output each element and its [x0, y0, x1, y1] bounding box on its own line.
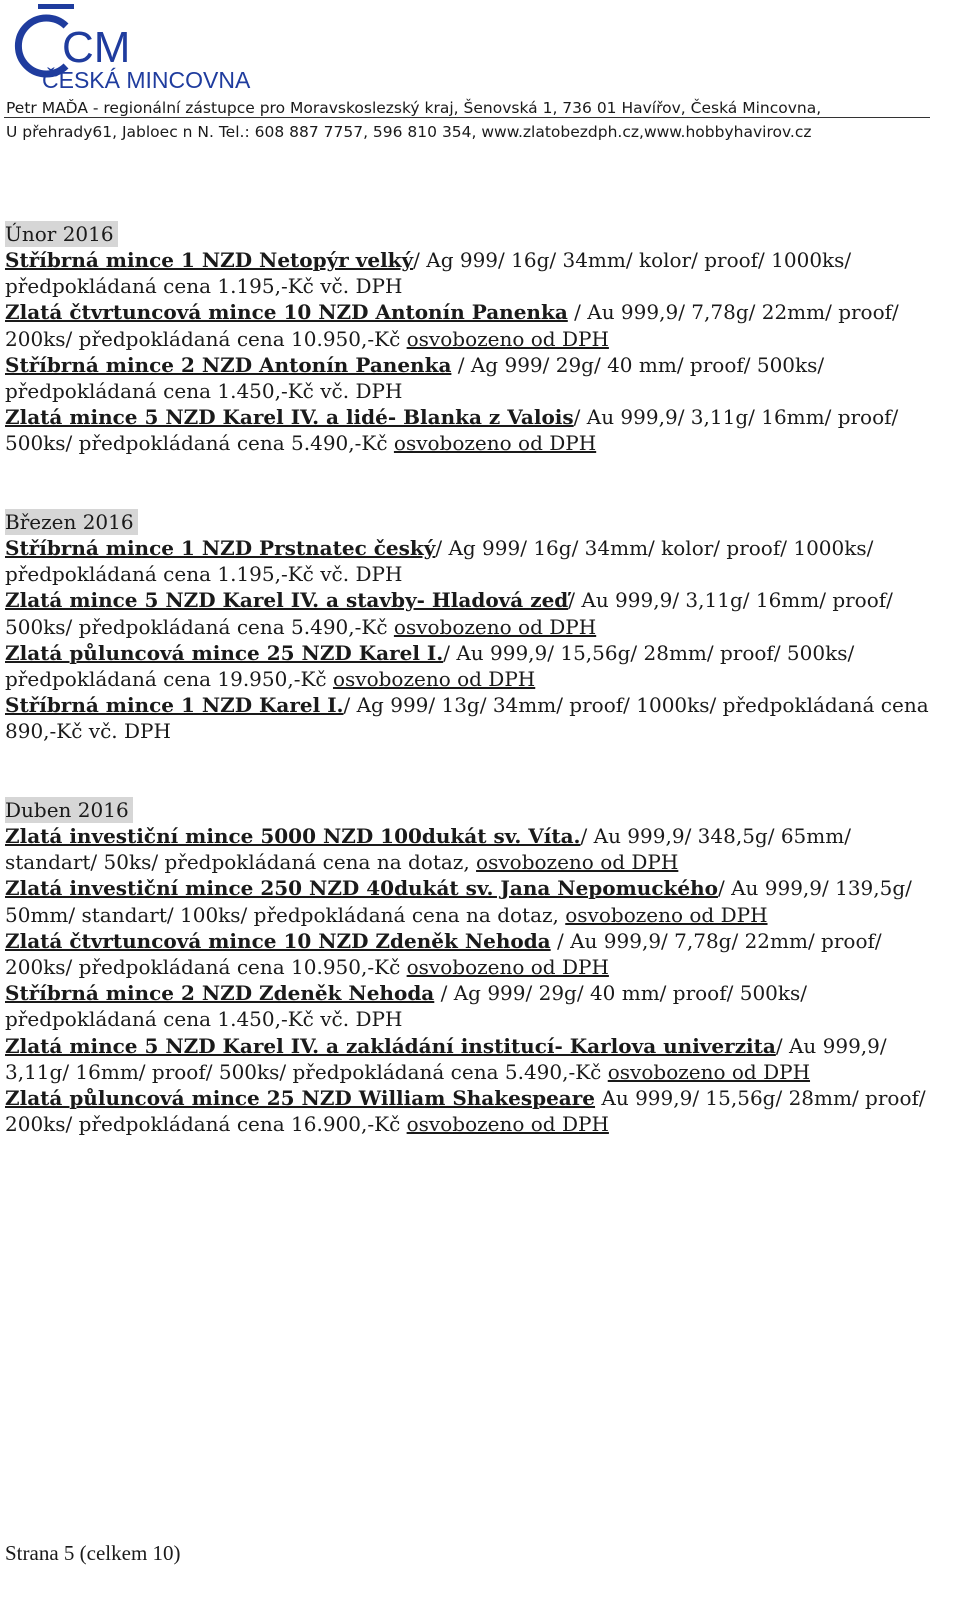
coin-details: / Au 999,9/ 15,56g/ 28mm/ proof/ 500ks/ předpokládaná cena 19.950,-Kč: [5, 640, 855, 692]
month-heading: Duben 2016: [5, 797, 133, 823]
section-brezen-2016: [5, 509, 940, 745]
ceska-mincovna-logo: [4, 2, 294, 94]
coin-entry: [5, 1033, 940, 1085]
tax-note: osvobozeno od DPH: [393, 431, 597, 456]
coin-entry: [5, 587, 940, 639]
tax-note: osvobozeno od DPH: [607, 1059, 811, 1084]
coin-entry: [5, 352, 940, 404]
header-divider: [4, 117, 930, 118]
coin-title: Zlatá mince 5 NZD Karel IV. a lidé- Blanka z Valois: [5, 405, 574, 430]
tax-note: osvobozeno od DPH: [393, 614, 597, 639]
coin-entry: [5, 692, 940, 744]
coin-title: Zlatá čtvrtuncová mince 10 NZD Zdeněk Nehoda: [5, 928, 551, 953]
coin-details: / Au 999,9/ 348,5g/ 65mm/ standart/ 50ks/ předpokládaná cena na dotaz,: [5, 824, 851, 875]
coin-entry: [5, 928, 940, 980]
month-heading: Únor 2016: [5, 221, 118, 247]
tax-note: osvobozeno od DPH: [406, 955, 609, 980]
month-heading: Březen 2016: [5, 509, 138, 535]
coin-title: Stříbrná mince 1 NZD Netopýr velký: [5, 248, 414, 272]
coin-entry: [5, 980, 940, 1032]
tax-note: osvobozeno od DPH: [476, 850, 679, 875]
tax-note: osvobozeno od DPH: [565, 902, 768, 927]
coin-title: Zlatá mince 5 NZD Karel IV. a zakládání institucí- Karlova univerzita: [5, 1033, 776, 1058]
coin-details: / Au 999,9/ 139,5g/ 50mm/ standart/ 100ks/ předpokládaná cena na dotaz,: [5, 876, 912, 927]
coin-details: Au 999,9/ 15,56g/ 28mm/ proof/ 200ks/ předpokládaná cena 16.900,-Kč: [5, 1086, 926, 1137]
coin-title: Zlatá investiční mince 250 NZD 40dukát sv. Jana Nepomuckého: [5, 876, 718, 901]
coin-entry: [5, 1085, 940, 1137]
coin-entry: [5, 823, 940, 875]
logo-text: ČESKÁ MINCOVNA: [42, 67, 251, 93]
coin-title: Zlatá investiční mince 5000 NZD 100dukát sv. Víta.: [5, 824, 581, 848]
contact-line-2: U přehrady61, Jabloec n N. Tel.: 608 887 7757, 596 810 354, www.zlatobezdph.cz,www.hobbyhavirov.cz: [6, 123, 812, 141]
coin-entry: [5, 875, 940, 927]
logo-monogram: CM: [62, 23, 131, 72]
coin-title: Zlatá půluncová mince 25 NZD William Shakespeare: [5, 1086, 596, 1111]
tax-note: osvobozeno od DPH: [406, 1112, 609, 1137]
coin-title: Stříbrná mince 2 NZD Antonín Panenka: [5, 352, 452, 377]
coin-details: / Au 999,9/ 3,11g/ 16mm/ proof/ 500ks/ předpokládaná cena 5.490,-Kč: [5, 1033, 887, 1084]
coin-entry: [5, 535, 940, 587]
coin-title: Zlatá mince 5 NZD Karel IV. a stavby- Hladová zeď: [5, 588, 569, 613]
coin-entry: [5, 404, 940, 456]
coin-details: / Ag 999/ 29g/ 40 mm/ proof/ 500ks/ předpokládaná cena 1.450,-Kč vč. DPH: [5, 981, 808, 1032]
coin-entry: [5, 299, 940, 351]
tax-note: osvobozeno od DPH: [406, 326, 609, 351]
coin-title: Zlatá čtvrtuncová mince 10 NZD Antonín Panenka: [5, 300, 568, 325]
coin-title: Stříbrná mince 2 NZD Zdeněk Nehoda: [5, 981, 435, 1006]
contact-line-1: Petr MAĎA - regionální zástupce pro Moravskoslezský kraj, Šenovská 1, 736 01 Havířov, Česká Mincovna,: [6, 99, 822, 117]
coin-details: / Ag 999/ 16g/ 34mm/ kolor/ proof/ 1000ks/ předpokládaná cena 1.195,-Kč vč. DPH: [5, 536, 874, 587]
section-duben-2016: [5, 797, 940, 1137]
coin-details: / Ag 999/ 13g/ 34mm/ proof/ 1000ks/ předpokládaná cena 890,-Kč vč. DPH: [5, 693, 929, 744]
coin-title: Stříbrná mince 1 NZD Karel I.: [5, 693, 344, 718]
coin-details: / Ag 999/ 29g/ 40 mm/ proof/ 500ks/ předpokládaná cena 1.450,-Kč vč. DPH: [5, 352, 825, 404]
coin-details: / Au 999,9/ 7,78g/ 22mm/ proof/ 200ks/ předpokládaná cena 10.950,-Kč: [5, 928, 882, 980]
coin-details: / Au 999,9/ 3,11g/ 16mm/ proof/ 500ks/ předpokládaná cena 5.490,-Kč: [5, 588, 893, 639]
coin-details: / Au 999,9/ 3,11g/ 16mm/ proof/ 500ks/ předpokládaná cena 5.490,-Kč: [5, 405, 899, 456]
section-unor-2016: [5, 221, 940, 457]
tax-note: osvobozeno od DPH: [332, 667, 536, 692]
coin-title: Zlatá půluncová mince 25 NZD Karel I.: [5, 640, 444, 665]
coin-entry: [5, 640, 940, 692]
coin-title: Stříbrná mince 1 NZD Prstnatec český: [5, 536, 436, 560]
coin-details: / Au 999,9/ 7,78g/ 22mm/ proof/ 200ks/ předpokládaná cena 10.950,-Kč: [5, 300, 899, 351]
coin-details: / Ag 999/ 16g/ 34mm/ kolor/ proof/ 1000ks/ předpokládaná cena 1.195,-Kč vč. DPH: [5, 248, 852, 299]
coin-entry: [5, 247, 940, 299]
page-footer: Strana 5 (celkem 10): [5, 1541, 181, 1565]
